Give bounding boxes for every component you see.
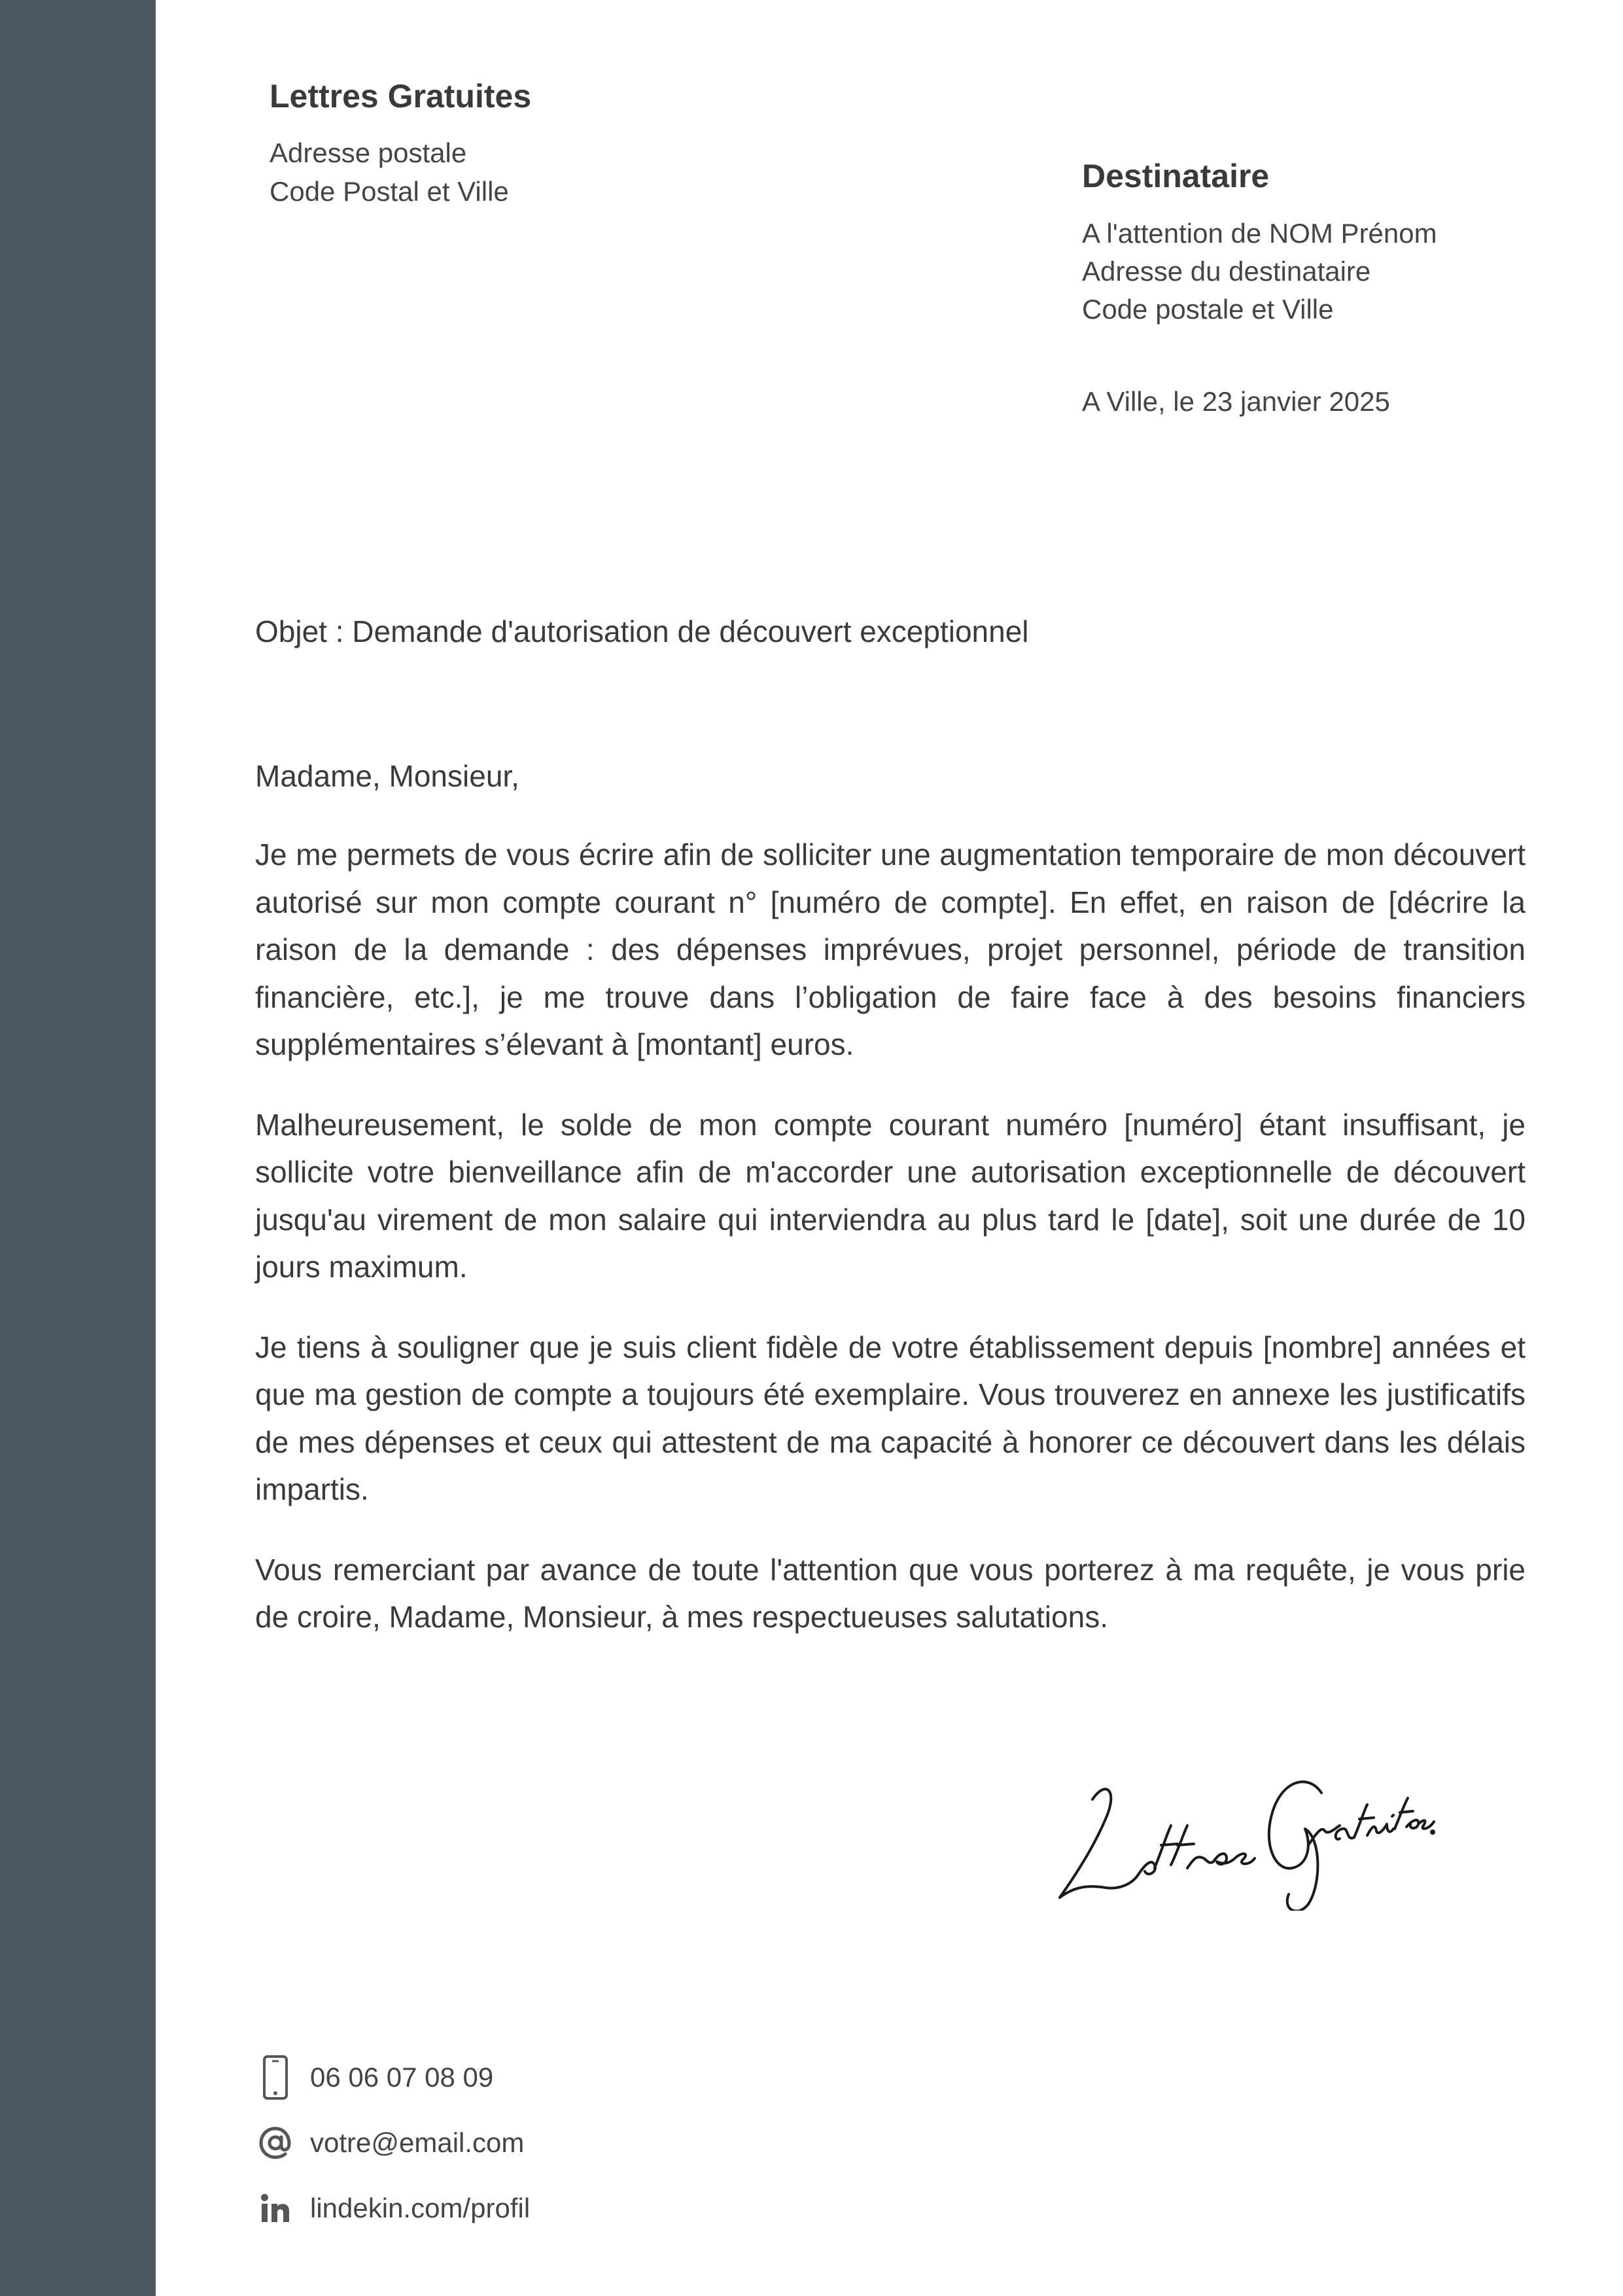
handwritten-signature — [1047, 1754, 1439, 1911]
recipient-title: Destinataire — [1082, 158, 1270, 194]
salutation: Madame, Monsieur, — [255, 759, 519, 793]
contact-list — [255, 2045, 530, 2241]
recipient-block — [1082, 157, 1437, 328]
contact-email-text: votre@email.com — [310, 2127, 525, 2158]
letter-date: A Ville, le 23 janvier 2025 — [1082, 386, 1390, 417]
contact-phone — [255, 2045, 530, 2110]
letter-subject: Objet : Demande d'autorisation de découvert exceptionnel — [255, 614, 1029, 648]
sender-address: Adresse postale — [270, 137, 467, 168]
sender-name: Lettres Gratuites — [270, 78, 532, 115]
signature-graphic — [1047, 1754, 1439, 1911]
contact-linkedin — [255, 2176, 530, 2241]
sender-block — [270, 77, 531, 211]
sidebar-band — [0, 0, 156, 2296]
recipient-address: Adresse du destinataire — [1082, 256, 1371, 287]
linkedin-icon — [255, 2185, 296, 2231]
sender-city: Code Postal et Ville — [270, 176, 509, 207]
paragraph: Vous remerciant par avance de toute l'attention que vous porterez à ma requête, je vous prie de croire, Madame, Monsieur, à mes respectueuses salutations. — [255, 1552, 1526, 1634]
recipient-city: Code postale et Ville — [1082, 294, 1334, 325]
paragraph: Je tiens à souligner que je suis client fidèle de votre établissement depuis [nombre] années et que ma gestion de compte a toujours été exemplaire. Vous trouverez en annexe les justificatifs de mes dépenses et ceux qui attestent de ma capacité à honorer ce découvert dans les délais impartis. — [255, 1330, 1526, 1506]
contact-phone-text: 06 06 07 08 09 — [310, 2062, 494, 2093]
contact-email — [255, 2110, 530, 2176]
contact-linkedin-text: lindekin.com/profil — [310, 2193, 531, 2223]
recipient-attention: A l'attention de NOM Prénom — [1082, 218, 1437, 249]
letter-body — [255, 752, 1526, 1674]
paragraph: Je me permets de vous écrire afin de solliciter une augmentation temporaire de mon découvert autorisé sur mon compte courant n° [numéro de compte]. En effet, en raison de [décrire la raison de la demande : des dépenses imprévues, projet personnel, période de transition financière, etc.], je me trouve dans l’obligation de faire face à des besoins financiers supplémentaires s’élevant à [montant] euros. — [255, 838, 1526, 1061]
paragraph: Malheureusement, le solde de mon compte courant numéro [numéro] étant insuffisant, je sollicite votre bienveillance afin de m'accorder une autorisation exceptionnelle de découvert jusqu'au virement de mon salaire qui interviendra au plus tard le [date], soit une durée de 10 jours maximum. — [255, 1107, 1526, 1284]
phone-icon — [255, 2055, 296, 2100]
at-sign-icon — [255, 2120, 296, 2166]
